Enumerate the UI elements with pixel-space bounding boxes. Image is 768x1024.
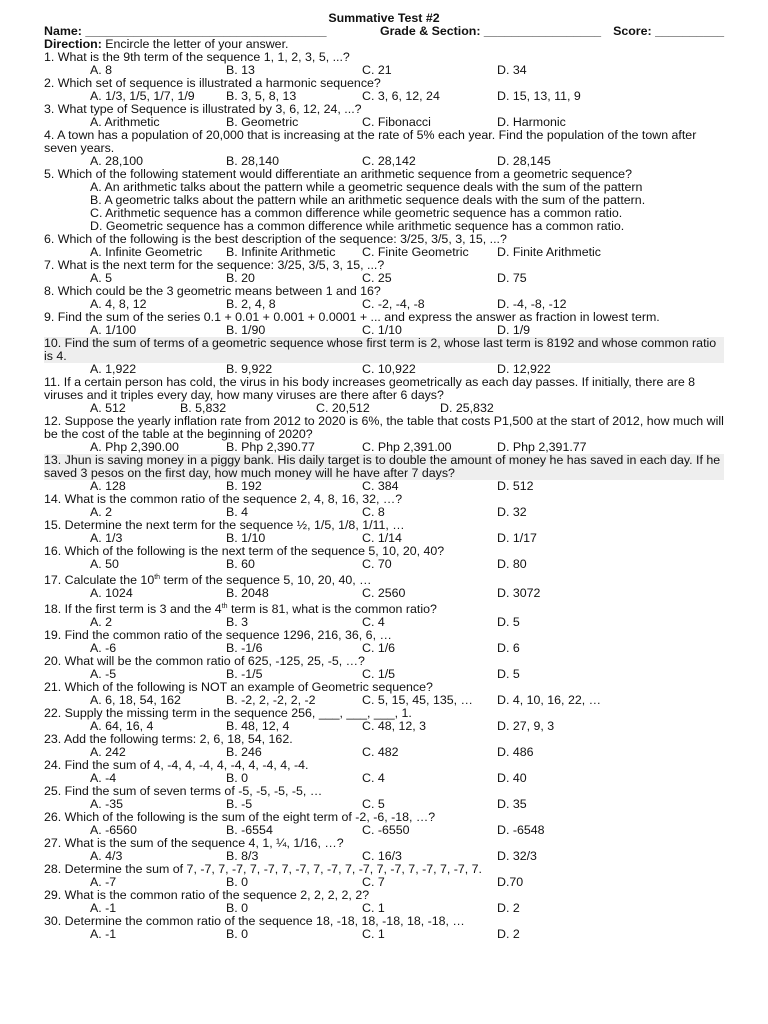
option-b: B. -2, 2, -2, 2, -2: [226, 693, 316, 708]
option-c: C. 8: [362, 505, 385, 519]
option-d: D. 75: [497, 271, 527, 285]
option-d: D. 12,922: [497, 362, 551, 376]
option-b: B. 20: [226, 271, 255, 285]
option-b: B. 48, 12, 4: [226, 719, 290, 734]
grade-section-field: Grade & Section: _________________: [379, 24, 602, 38]
option-a: A. An arithmetic talks about the pattern while a geometric sequence deals with the sum of the pattern: [90, 180, 643, 194]
option-a: A. 28,100: [90, 154, 144, 168]
option-a: A. 6, 18, 54, 162: [90, 693, 181, 708]
direction-label: Direction:: [44, 37, 102, 51]
question-text: 11. If a certain person has cold, the virus in his body increases geometrically as each day passes. If initially, there are 8 viruses and it triples every day, how many viruses are there after 6 days?: [44, 375, 696, 402]
option-a: A. 1/3: [90, 531, 123, 545]
option-a: A. 128: [90, 479, 126, 493]
answer-options: [44, 272, 724, 285]
option-d: D. 2: [497, 927, 520, 942]
answer-options: [44, 746, 724, 759]
option-a: A. Php 2,390.00: [90, 440, 179, 454]
option-a: A. 64, 16, 4: [90, 719, 154, 734]
option-c: C. 1/14: [362, 531, 402, 545]
question-text: 29. What is the common ratio of the sequence 2, 2, 2, 2, 2?: [44, 888, 370, 903]
answer-options: [44, 616, 724, 629]
option-a: A. 2: [90, 615, 113, 630]
option-d: D. Php 2,391.77: [497, 440, 587, 454]
option-c: C. 1/6: [362, 641, 396, 656]
question-text: 21. Which of the following is NOT an example of Geometric sequence?: [44, 680, 433, 695]
question-text: 25. Find the sum of seven terms of -5, -5, -5, -5, …: [44, 784, 323, 799]
option-b: B. A geometric talks about the pattern while an arithmetic sequence deals with the sum of the pattern.: [90, 193, 646, 207]
question-text: 2. Which set of sequence is illustrated a harmonic sequence?: [44, 76, 381, 90]
option-a: A. Arithmetic: [90, 115, 160, 129]
option-a: A. 242: [90, 745, 126, 760]
option-d: D. Finite Arithmetic: [497, 245, 601, 259]
option-b: B. -1/6: [226, 641, 263, 656]
option-d: D. 28,145: [497, 154, 551, 168]
option-a: A. 4/3: [90, 849, 123, 864]
answer-options: [44, 480, 724, 493]
question-text: 3. What type of Sequence is illustrated by 3, 6, 12, 24, ...?: [44, 102, 362, 116]
question-text: 12. Suppose the yearly inflation rate from 2012 to 2020 is 6%, the table that costs P1,500 at the start of 2012, how much will be the cost of the table at the beginning of 2020?: [44, 414, 724, 441]
option-d: D.70: [497, 875, 524, 890]
option-b: B. Geometric: [226, 115, 299, 129]
option-d: D. 35: [497, 797, 527, 812]
answer-options: [44, 363, 724, 376]
option-a: A. -6: [90, 641, 117, 656]
option-c: C. 48, 12, 3: [362, 719, 427, 734]
option-b: B. 0: [226, 927, 249, 942]
score-field: Score: __________: [613, 24, 724, 38]
question-text: 17. Calculate the 10th term of the sequence 5, 10, 20, 40, …: [44, 573, 372, 588]
question-text: 18. If the first term is 3 and the 4th term is 81, what is the common ratio?: [44, 602, 437, 617]
question-text: 13. Jhun is saving money in a piggy bank. His daily target is to double the amount of money he has saved in each day. If he saved 3 pesos on the first day, how much money will he have after 7 days?: [44, 454, 724, 480]
option-b: B. 0: [226, 901, 249, 916]
option-c: C. Finite Geometric: [362, 245, 469, 259]
option-a: A. 5: [90, 271, 113, 285]
option-d: D. 5: [497, 615, 520, 630]
option-b: B. 246: [226, 745, 262, 760]
question-text: 16. Which of the following is the next term of the sequence 5, 10, 20, 40?: [44, 544, 445, 558]
question-text: 20. What will be the common ratio of 625, -125, 25, -5, …?: [44, 654, 365, 669]
answer-options: [44, 441, 724, 454]
option-c: C. 1: [362, 901, 385, 916]
option-a: A. 1/100: [90, 323, 137, 337]
option-a: A. 1024: [90, 586, 133, 601]
option-a: A. -4: [90, 771, 117, 786]
option-c: C. 16/3: [362, 849, 402, 864]
option-b: B. 1/10: [226, 531, 266, 545]
answer-options: [44, 116, 724, 129]
option-d: D. 15, 13, 11, 9: [497, 89, 581, 103]
option-d: D. 512: [497, 479, 534, 493]
question-text: 4. A town has a population of 20,000 that is increasing at the rate of 5% each year. Find the population of the town after seven years.: [44, 128, 697, 155]
option-c: C. 1/10: [362, 323, 402, 337]
option-b: B. 28,140: [226, 154, 280, 168]
answer-options: [44, 155, 724, 168]
option-d: D. 4, 10, 16, 22, …: [497, 693, 602, 708]
option-a: A. 512: [90, 401, 126, 415]
option-b: B. 8/3: [226, 849, 259, 864]
question-text: 23. Add the following terms: 2, 6, 18, 54, 162.: [44, 732, 293, 747]
option-c: C. Fibonacci: [362, 115, 431, 129]
option-c: C. 4: [362, 771, 385, 786]
question-text: 5. Which of the following statement would differentiate an arithmetic sequence from a geometric sequence?: [44, 167, 632, 181]
question-text: 15. Determine the next term for the sequence ½, 1/5, 1/8, 1/11, …: [44, 518, 405, 532]
answer-options: [44, 64, 724, 77]
option-b: B. -1/5: [226, 667, 263, 682]
option-d: D. 32: [497, 505, 527, 519]
option-a: A. 8: [90, 63, 113, 77]
question-text: 30. Determine the common ratio of the sequence 18, -18, 18, -18, 18, -18, …: [44, 914, 465, 929]
option-d: D. 3072: [497, 586, 541, 601]
option-a: A. -1: [90, 927, 117, 942]
answer-options: [44, 928, 724, 941]
option-c: C. 21: [362, 63, 392, 77]
option-b: B. 5,832: [180, 401, 227, 415]
option-b: B. 3, 5, 8, 13: [226, 89, 297, 103]
option-b: B. 0: [226, 771, 249, 786]
answer-options: [44, 850, 724, 863]
answer-options: [44, 772, 724, 785]
option-b: B. 3: [226, 615, 249, 630]
option-d: D. 40: [497, 771, 527, 786]
option-c: C. Arithmetic sequence has a common difference while geometric sequence has a common ratio.: [90, 206, 623, 220]
option-b: B. -5: [226, 797, 253, 812]
option-a: A. 4, 8, 12: [90, 297, 147, 311]
option-d: D. Harmonic: [497, 115, 566, 129]
question-text: 24. Find the sum of 4, -4, 4, -4, 4, -4, 4, -4, 4, -4.: [44, 758, 309, 773]
answer-options: [44, 798, 724, 811]
question-text: 8. Which could be the 3 geometric means between 1 and 16?: [44, 284, 381, 298]
option-b: B. 1/90: [226, 323, 266, 337]
option-b: B. 192: [226, 479, 262, 493]
option-b: B. 4: [226, 505, 249, 519]
option-c: C. Php 2,391.00: [362, 440, 452, 454]
option-a: A. -5: [90, 667, 117, 682]
answer-options: [44, 642, 724, 655]
option-b: B. Php 2,390.77: [226, 440, 315, 454]
option-a: A. 2: [90, 505, 113, 519]
option-c: C. 7: [362, 875, 385, 890]
option-c: C. 20,512: [316, 401, 370, 415]
option-a: A. -35: [90, 797, 124, 812]
option-c: C. 5, 15, 45, 135, …: [362, 693, 473, 708]
direction-text: Encircle the letter of your answer.: [101, 37, 289, 51]
answer-options: [44, 402, 724, 415]
option-c: C. 5: [362, 797, 385, 812]
answer-options: [44, 902, 724, 915]
option-d: D. 34: [497, 63, 527, 77]
option-a: A. -7: [90, 875, 117, 890]
option-d: D. Geometric sequence has a common difference while arithmetic sequence has a common ratio.: [90, 219, 625, 233]
option-c: C. 25: [362, 271, 392, 285]
answer-options: [44, 181, 724, 233]
option-a: A. 50: [90, 557, 119, 571]
question-text: 22. Supply the missing term in the sequence 256, ___, ___, ___, 1.: [44, 706, 412, 721]
option-d: D. 80: [497, 557, 527, 571]
answer-options: [44, 876, 724, 889]
option-c: C. 2560: [362, 586, 406, 601]
option-b: B. Infinite Arithmetic: [226, 245, 336, 259]
question-text: 7. What is the next term for the sequence: 3/25, 3/5, 3, 15, ...?: [44, 258, 385, 272]
option-b: B. -6554: [226, 823, 273, 838]
option-c: C. 384: [362, 479, 399, 493]
question-text: 19. Find the common ratio of the sequence 1296, 216, 36, 6, …: [44, 628, 392, 643]
question-text: 28. Determine the sum of 7, -7, 7, -7, 7, -7, 7, -7, 7, -7, 7, -7, 7, -7, 7, -7, 7, -7, 7.: [44, 862, 482, 877]
answer-options: [44, 824, 724, 837]
answer-options: [44, 720, 724, 733]
option-d: D. 27, 9, 3: [497, 719, 555, 734]
answer-options: [44, 558, 724, 571]
option-d: D. 486: [497, 745, 534, 760]
option-d: D. 2: [497, 901, 520, 916]
option-b: B. 13: [226, 63, 255, 77]
option-b: B. 2048: [226, 586, 269, 601]
option-c: C. -6550: [362, 823, 410, 838]
option-b: B. 0: [226, 875, 249, 890]
option-d: D. 25,832: [440, 401, 494, 415]
option-c: C. 3, 6, 12, 24: [362, 89, 440, 103]
answer-options: [44, 298, 724, 311]
option-c: C. 1: [362, 927, 385, 942]
question-text: 26. Which of the following is the sum of the eight term of -2, -6, -18, …?: [44, 810, 436, 825]
option-d: D. 5: [497, 667, 520, 682]
answer-options: [44, 506, 724, 519]
option-d: D. -6548: [497, 823, 545, 838]
option-d: D. 1/17: [497, 531, 537, 545]
option-c: C. 28,142: [362, 154, 416, 168]
answer-options: [44, 246, 724, 259]
option-d: D. 32/3: [497, 849, 537, 864]
option-c: C. 70: [362, 557, 392, 571]
option-b: B. 9,922: [226, 362, 273, 376]
question-text: 9. Find the sum of the series 0.1 + 0.01 + 0.001 + 0.0001 + ... and express the answer as fraction in lowest term.: [44, 310, 660, 324]
option-d: D. -4, -8, -12: [497, 297, 567, 311]
question-text: 1. What is the 9th term of the sequence 1, 1, 2, 3, 5, ...?: [44, 50, 350, 64]
name-field: Name: ___________________________________: [44, 24, 327, 38]
option-c: C. 10,922: [362, 362, 416, 376]
option-a: A. Infinite Geometric: [90, 245, 203, 259]
option-a: A. -1: [90, 901, 117, 916]
answer-options: [44, 668, 724, 681]
option-a: A. 1/3, 1/5, 1/7, 1/9: [90, 89, 195, 103]
option-c: C. 1/5: [362, 667, 396, 682]
test-title: Summative Test #2: [328, 11, 440, 25]
option-a: A. -6560: [90, 823, 137, 838]
option-c: C. 482: [362, 745, 399, 760]
answer-options: [44, 90, 724, 103]
option-d: D. 1/9: [497, 323, 531, 337]
answer-options: [44, 324, 724, 337]
test-page: [44, 12, 724, 941]
answer-options: [44, 694, 724, 707]
question-text: 14. What is the common ratio of the sequence 2, 4, 8, 16, 32, …?: [44, 492, 403, 506]
option-b: B. 2, 4, 8: [226, 297, 276, 311]
option-c: C. -2, -4, -8: [362, 297, 425, 311]
option-c: C. 4: [362, 615, 385, 630]
option-a: A. 1,922: [90, 362, 137, 376]
question-text: 27. What is the sum of the sequence 4, 1, ¼, 1/16, …?: [44, 836, 344, 851]
question-text: 10. Find the sum of terms of a geometric sequence whose first term is 2, whose last term is 8192 and whose common ratio is 4.: [44, 337, 724, 363]
option-d: D. 6: [497, 641, 520, 656]
question-text: 6. Which of the following is the best description of the sequence: 3/25, 3/5, 3, 15, ...?: [44, 232, 507, 246]
answer-options: [44, 587, 724, 600]
option-b: B. 60: [226, 557, 255, 571]
answer-options: [44, 532, 724, 545]
